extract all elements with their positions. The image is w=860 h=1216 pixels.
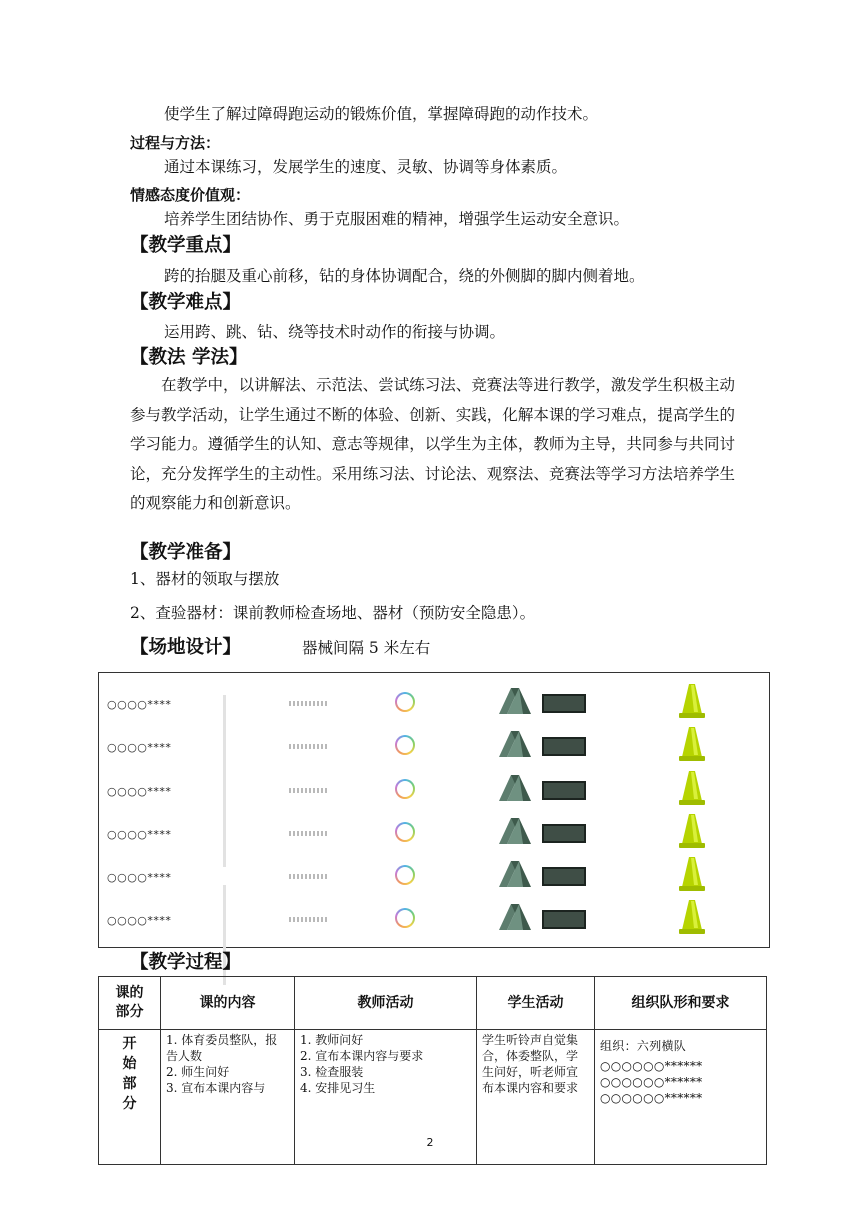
- process-line: 通过本课练习，发展学生的速度、灵敏、协调等身体素质。: [164, 158, 568, 176]
- prep-item-2: 2、查验器材：课前教师检查场地、器材（预防安全隐患）。: [130, 604, 536, 622]
- mat-icon: [497, 771, 533, 803]
- team-formation: ○○○○****: [107, 914, 172, 927]
- mat-icon: [497, 727, 533, 759]
- heading-difficulties: 【教学难点】: [130, 292, 242, 313]
- content-item: 2. 师生问好: [166, 1065, 230, 1079]
- cone-icon: [679, 812, 705, 850]
- segment-char: 分: [122, 1096, 137, 1112]
- heading-process-method: 过程与方法：: [130, 134, 221, 152]
- venue-note: 器械间隔 5 米左右: [302, 639, 431, 657]
- heading-teaching-process: 【教学过程】: [130, 952, 242, 973]
- content-item: 3. 宣布本课内容与: [166, 1081, 266, 1095]
- segment-char: 始: [122, 1056, 137, 1072]
- vaulting-box-icon: [542, 781, 586, 800]
- key-points-line: 跨的抬腿及重心前移，钻的身体协调配合，绕的外侧脚的脚内侧着地。: [164, 267, 645, 285]
- cone-icon: [679, 725, 705, 763]
- segment-char: 部: [122, 1076, 137, 1092]
- equipment-row: [99, 690, 769, 718]
- org-item: ○○○○○○******: [600, 1059, 703, 1073]
- header-teacher: 教师活动: [295, 977, 477, 1030]
- mat-icon: [497, 684, 533, 716]
- heading-key-points: 【教学重点】: [130, 235, 242, 256]
- objective-line: 使学生了解过障碍跑运动的锻炼价值，掌握障碍跑的动作技术。: [164, 105, 599, 123]
- teacher-item: 4. 安排见习生: [300, 1081, 376, 1095]
- hurdle-icon: [289, 744, 329, 749]
- equipment-row: [99, 733, 769, 761]
- vaulting-box-icon: [542, 737, 586, 756]
- page-number: 2: [426, 1136, 434, 1149]
- hoop-icon: [395, 822, 415, 842]
- teacher-item: 1. 教师问好: [300, 1033, 364, 1047]
- team-formation: ○○○○****: [107, 698, 172, 711]
- mat-icon: [497, 857, 533, 889]
- difficulties-line: 运用跨、跳、钻、绕等技术时动作的衔接与协调。: [164, 323, 506, 341]
- teacher-item: 3. 检查服装: [300, 1065, 364, 1079]
- header-student: 学生活动: [477, 977, 595, 1030]
- content-item: 1. 体育委员整队，报告人数: [166, 1033, 278, 1063]
- org-item: 组织：六列横队: [600, 1039, 687, 1053]
- venue-diagram: [98, 672, 770, 948]
- vaulting-box-icon: [542, 910, 586, 929]
- cone-icon: [679, 682, 705, 720]
- hurdle-icon: [289, 788, 329, 793]
- hoop-icon: [395, 735, 415, 755]
- student-cell: 学生听铃声自觉集合，体委整队，学生问好，听老师宣布本课内容和要求: [477, 1030, 595, 1165]
- equipment-row: [99, 820, 769, 848]
- hoop-icon: [395, 908, 415, 928]
- vaulting-box-icon: [542, 694, 586, 713]
- hurdle-icon: [289, 831, 329, 836]
- team-formation: ○○○○****: [107, 785, 172, 798]
- org-item: ○○○○○○******: [600, 1091, 703, 1105]
- mat-icon: [497, 814, 533, 846]
- heading-preparation: 【教学准备】: [130, 542, 242, 563]
- team-formation: ○○○○****: [107, 828, 172, 841]
- header-content: 课的内容: [161, 977, 295, 1030]
- equipment-row: [99, 863, 769, 891]
- hoop-icon: [395, 865, 415, 885]
- methods-paragraph: 在教学中，以讲解法、示范法、尝试练习法、竞赛法等进行教学，激发学生积极主动参与教学活动，让学生通过不断的体验、创新、实践，化解本课的学习难点，提高学生的学习能力。遵循学生的认知、意志等规律，以学生为主体，教师为主导，共同参与共同讨论，充分发挥学生的主动性。采用练习法、讨论法、观察法、竞赛法等学习方法培养学生的观察能力和创新意识。: [130, 376, 735, 512]
- hurdle-icon: [289, 917, 329, 922]
- emotion-line: 培养学生团结协作、勇于克服困难的精神，增强学生运动安全意识。: [164, 210, 630, 228]
- cone-icon: [679, 898, 705, 936]
- header-organization: 组织队形和要求: [595, 977, 767, 1030]
- header-segment: 课的部分: [99, 977, 161, 1030]
- vaulting-box-icon: [542, 867, 586, 886]
- teacher-item: 2. 宣布本课内容与要求: [300, 1049, 424, 1063]
- team-formation: ○○○○****: [107, 741, 172, 754]
- hoop-icon: [395, 779, 415, 799]
- org-item: ○○○○○○******: [600, 1075, 703, 1089]
- mat-icon: [497, 900, 533, 932]
- hoop-icon: [395, 692, 415, 712]
- segment-char: 开: [122, 1036, 137, 1052]
- heading-venue: 【场地设计】: [130, 637, 242, 658]
- cone-icon: [679, 855, 705, 893]
- hurdle-icon: [289, 874, 329, 879]
- vaulting-box-icon: [542, 824, 586, 843]
- heading-methods: 【教法 学法】: [130, 347, 248, 368]
- equipment-row: [99, 906, 769, 934]
- heading-emotion: 情感态度价值观：: [130, 186, 251, 204]
- team-formation: ○○○○****: [107, 871, 172, 884]
- hurdle-icon: [289, 701, 329, 706]
- cone-icon: [679, 769, 705, 807]
- table-header-row: [99, 977, 767, 1030]
- equipment-row: [99, 777, 769, 805]
- prep-item-1: 1、器材的领取与摆放: [130, 570, 280, 588]
